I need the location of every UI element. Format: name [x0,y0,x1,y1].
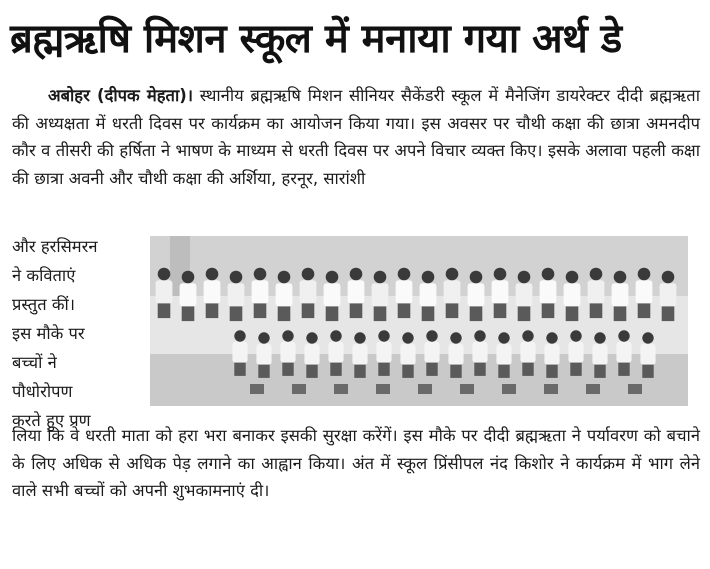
left-column-line: प्रस्तुत कीं। [12,295,76,314]
article-left-column [12,232,142,435]
group-photo [150,236,688,406]
left-column-line: ने कविताएं [12,266,76,285]
paragraph-top-text: स्थानीय ब्रह्मऋषि मिशन सीनियर सैकेंडरी स्कूल में मैनेजिंग डायरेक्टर दीदी ब्रह्मऋता की अध्यक्षता में धरती दिवस पर कार्यक्रम का आयोजन किया गया। इस अवसर पर चौथी कक्षा की छात्रा अमनदीप कौर व तीसरी की हर्षिता ने भाषण के माध्यम से धरती दिवस पर अपने विचार व्यक्त किए। इसके अलावा पहली कक्षा की छात्रा अवनी और चौथी कक्षा की अर्शिया, हरनूर, सारांशी [12,86,700,188]
left-column-line: और हरसिमरन [12,237,98,256]
article-headline: ब्रह्मऋषि मिशन स्कूल में मनाया गया अर्थ डे [10,16,622,62]
left-column-line: पौधोरोपण [12,382,73,401]
left-column-line: बच्चों ने [12,353,57,372]
left-column-line: करते हुए प्रण [12,411,91,430]
article-paragraph-bottom: लिया कि वे धरती माता को हरा भरा बनाकर इसकी सुरक्षा करेंगें। इस मौके पर दीदी ब्रह्मऋता ने पर्यावरण को बचाने के लिए अधिक से अधिक पेड़ लगाने का आह्वान किया। अंत में स्कूल प्रिंसीपल नंद किशोर ने कार्यक्रम में भाग लेने वाले सभी बच्चों को अपनी शुभकामनाएं दी। [12,426,700,500]
group-photo-illustration [150,236,688,406]
left-column-line: इस मौके पर [12,324,85,343]
article-byline: अबोहर (दीपक मेहता)। [48,86,194,105]
article-paragraph-top [12,82,700,192]
